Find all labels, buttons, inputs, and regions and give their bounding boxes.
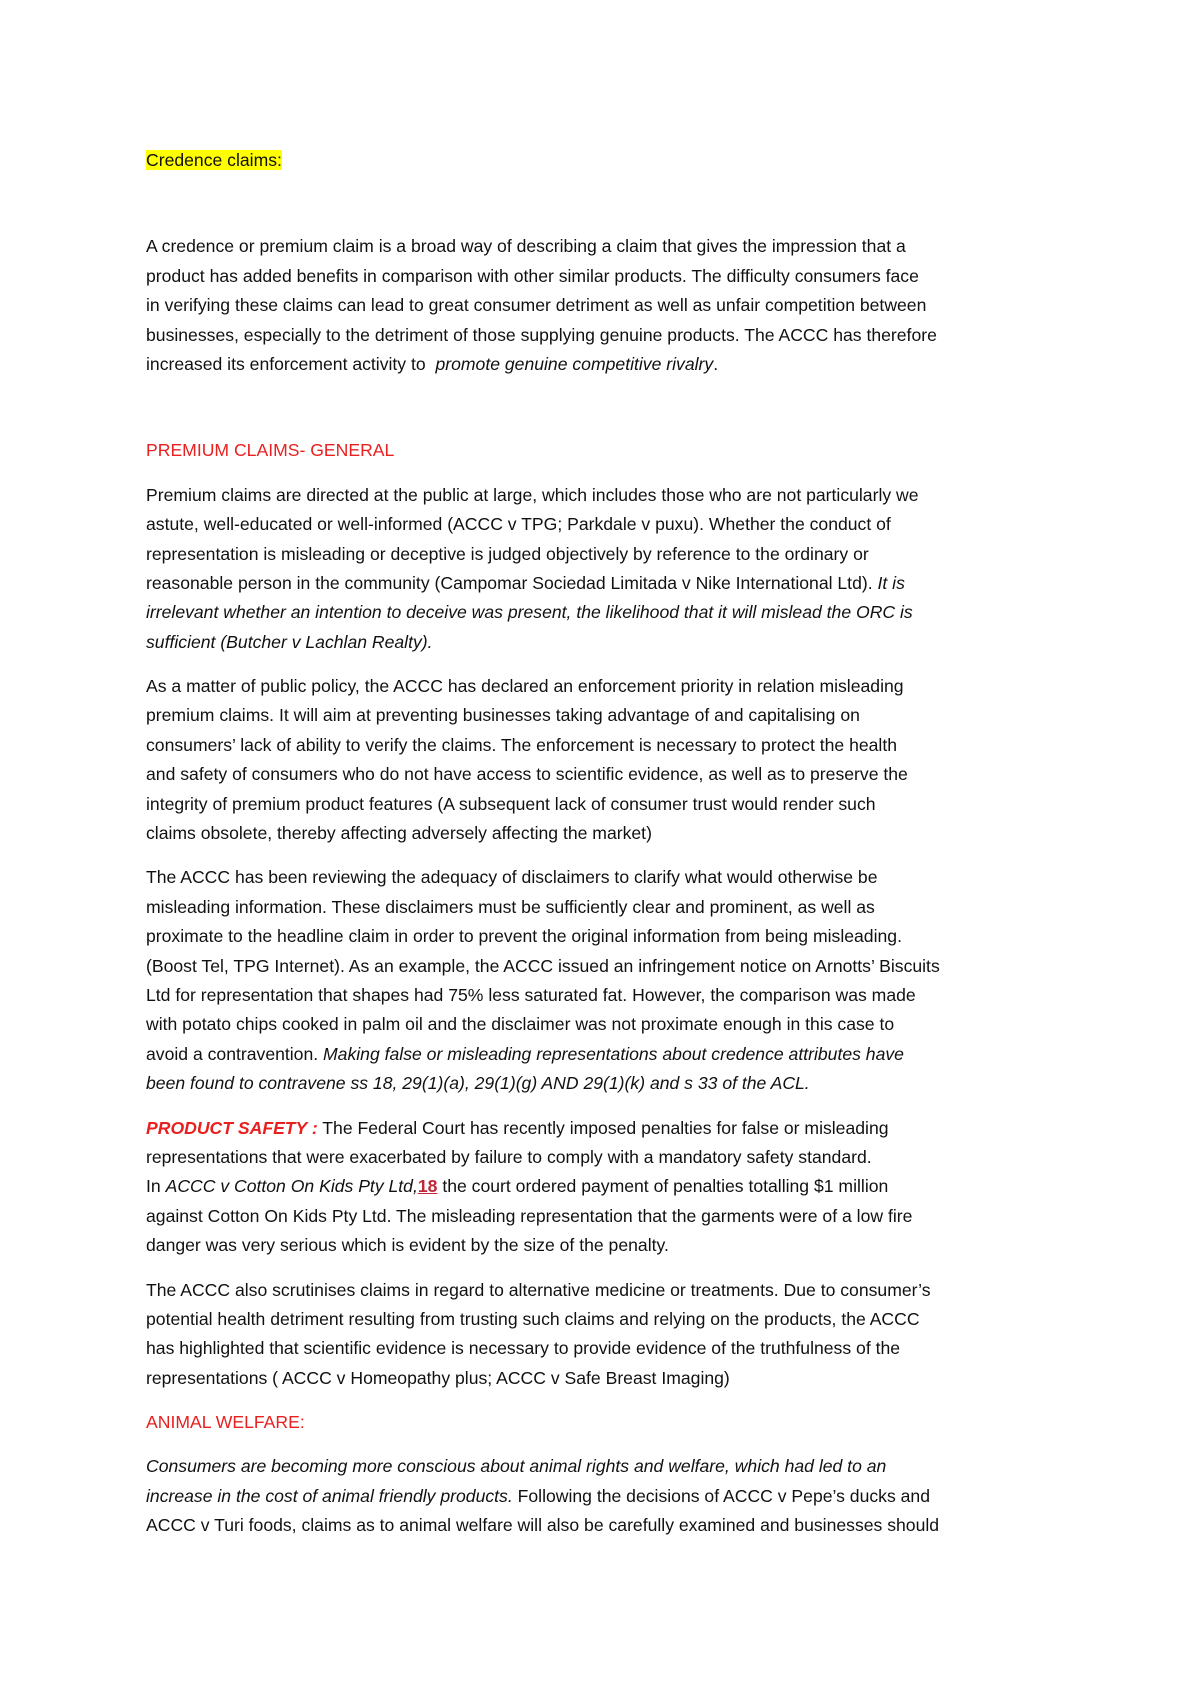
- p4-line-4: against Cotton On Kids Pty Ltd. The misleading representation that the garments were of a low fire: [146, 1205, 913, 1226]
- p3-line-7-text: avoid a contravention.: [146, 1043, 319, 1064]
- product-safety-paragraph: [146, 1114, 1080, 1261]
- p1-line-4: [146, 569, 1080, 598]
- p3-line-7-italic: Making false or misleading representations about credence attributes have: [323, 1043, 904, 1064]
- p3-line-2: misleading information. These disclaimers must be sufficiently clear and prominent, as well as: [146, 896, 875, 917]
- p2-line-6: claims obsolete, thereby affecting adversely affecting the market): [146, 823, 652, 844]
- premium-paragraph-1: [146, 481, 1080, 657]
- intro-line-5-text: increased its enforcement activity to: [146, 353, 426, 374]
- p5-line-4: representations ( ACCC v Homeopathy plus; ACCC v Safe Breast Imaging): [146, 1367, 730, 1388]
- p5-line-1: The ACCC also scrutinises claims in regard to alternative medicine or treatments. Due to consumer’s: [146, 1279, 931, 1300]
- p1-line-6: sufficient (Butcher v Lachlan Realty).: [146, 631, 433, 652]
- section-heading-animal-welfare: ANIMAL WELFARE:: [146, 1412, 305, 1433]
- p1-line-2: astute, well-educated or well-informed (ACCC v TPG; Parkdale v puxu). Whether the conduct of: [146, 514, 891, 535]
- animal-welfare-paragraph: [146, 1452, 1080, 1540]
- p4-line-5: danger was very serious which is evident by the size of the penalty.: [146, 1235, 669, 1256]
- intro-line-2: product has added benefits in comparison with other similar products. The difficulty consumers face: [146, 265, 919, 286]
- title-line: [146, 146, 1080, 175]
- intro-paragraph: [146, 232, 1080, 379]
- p2-line-1: As a matter of public policy, the ACCC has declared an enforcement priority in relation misleading: [146, 676, 904, 697]
- p2-line-2: premium claims. It will aim at preventing businesses taking advantage of and capitalising on: [146, 705, 860, 726]
- footnote-link[interactable]: 18: [417, 1176, 438, 1197]
- p1-line-4-italic: It is: [877, 572, 905, 593]
- p2-line-5: integrity of premium product features (A subsequent lack of consumer trust would render such: [146, 793, 876, 814]
- p2-line-4: and safety of consumers who do not have access to scientific evidence, as well as to preserve the: [146, 764, 908, 785]
- p4-line-1: [146, 1114, 1080, 1143]
- p1-line-3: representation is misleading or deceptive is judged objectively by reference to the ordinary or: [146, 543, 869, 564]
- intro-line-1: A credence or premium claim is a broad way of describing a claim that gives the impression that a: [146, 236, 906, 257]
- p4-line-3-post: the court ordered payment of penalties totalling $1 million: [442, 1176, 889, 1197]
- p3-line-5: Ltd for representation that shapes had 75% less saturated fat. However, the comparison was made: [146, 984, 916, 1005]
- intro-italic-phrase: promote genuine competitive rivalry: [435, 353, 714, 374]
- alternative-medicine-paragraph: [146, 1276, 1080, 1394]
- document-heading: Credence claims:: [146, 150, 282, 170]
- p6-line-2-italic: increase in the cost of animal friendly products.: [146, 1485, 513, 1506]
- p3-line-4: (Boost Tel, TPG Internet). As an example, the ACCC issued an infringement notice on Arnotts’ Biscuits: [146, 955, 940, 976]
- intro-line-3: in verifying these claims can lead to great consumer detriment as well as unfair competition between: [146, 295, 927, 316]
- p6-line-1: Consumers are becoming more conscious about animal rights and welfare, which had led to an: [146, 1456, 887, 1477]
- p4-line-3: [146, 1172, 1080, 1201]
- p1-line-5: irrelevant whether an intention to deceive was present, the likelihood that it will mislead the ORC is: [146, 602, 913, 623]
- p3-line-1: The ACCC has been reviewing the adequacy of disclaimers to clarify what would otherwise be: [146, 867, 878, 888]
- p5-line-2: potential health detriment resulting from trusting such claims and relying on the products, the ACCC: [146, 1308, 920, 1329]
- p4-line-2: representations that were exacerbated by failure to comply with a mandatory safety standard.: [146, 1146, 872, 1167]
- intro-line-4: businesses, especially to the detriment of those supplying genuine products. The ACCC has therefore: [146, 324, 937, 345]
- p6-line-2-text: Following the decisions of ACCC v Pepe’s ducks and: [517, 1485, 930, 1506]
- p3-line-3: proximate to the headline claim in order to prevent the original information from being misleading.: [146, 926, 902, 947]
- p2-line-3: consumers’ lack of ability to verify the claims. The enforcement is necessary to protect the health: [146, 734, 898, 755]
- p5-line-3: has highlighted that scientific evidence is necessary to provide evidence of the truthfulness of the: [146, 1338, 901, 1359]
- product-safety-label: PRODUCT SAFETY :: [146, 1117, 318, 1138]
- title-block: [146, 146, 1080, 175]
- p3-line-8: been found to contravene ss 18, 29(1)(a), 29(1)(g) AND 29(1)(k) and s 33 of the ACL.: [146, 1073, 810, 1094]
- premium-paragraph-2: [146, 672, 1080, 848]
- p6-line-3: ACCC v Turi foods, claims as to animal welfare will also be carefully examined and businesses should: [146, 1515, 940, 1536]
- case-citation: ACCC v Cotton On Kids Pty Ltd,: [165, 1176, 418, 1197]
- p1-line-1: Premium claims are directed at the public at large, which includes those who are not particularly we: [146, 484, 919, 505]
- p1-line-4-text: reasonable person in the community (Campomar Sociedad Limitada v Nike International Ltd).: [146, 572, 873, 593]
- p3-line-6: with potato chips cooked in palm oil and the disclaimer was not proximate enough in this case to: [146, 1014, 895, 1035]
- intro-line-5: [146, 350, 1080, 379]
- intro-line-5-end: .: [713, 353, 719, 374]
- p6-line-2: [146, 1482, 1080, 1511]
- premium-paragraph-3: [146, 863, 1080, 1098]
- p3-line-7: [146, 1040, 1080, 1069]
- section-heading-premium-claims: PREMIUM CLAIMS- GENERAL: [146, 440, 395, 461]
- p4-line-3-pre: In: [146, 1176, 161, 1197]
- p4-line-1-text: The Federal Court has recently imposed penalties for false or misleading: [322, 1117, 889, 1138]
